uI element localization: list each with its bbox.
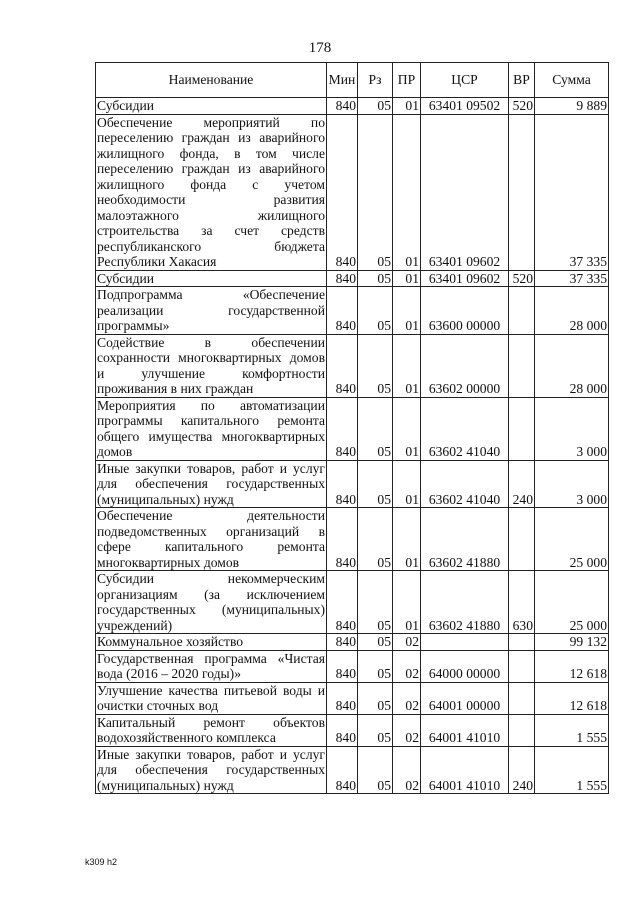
row-pr: 01 bbox=[393, 114, 421, 270]
row-name: Государственная программа «Чистая вода (2016 – 2020 годы)» bbox=[97, 650, 325, 681]
row-vr bbox=[509, 650, 535, 682]
header-sum: Сумма bbox=[535, 63, 609, 98]
row-rz: 05 bbox=[358, 714, 393, 746]
row-csr: 64001 41010 bbox=[421, 714, 509, 746]
table-row bbox=[96, 397, 609, 460]
row-vr: 630 bbox=[509, 571, 535, 634]
row-csr: 63602 41040 bbox=[421, 397, 509, 460]
header-rz: Рз bbox=[358, 63, 393, 98]
table-row bbox=[96, 634, 609, 651]
table-row bbox=[96, 746, 609, 794]
row-name: Субсидии bbox=[96, 270, 327, 287]
row-rz: 05 bbox=[358, 114, 393, 270]
header-min: Мин bbox=[327, 63, 358, 98]
table-row bbox=[96, 270, 609, 287]
row-pr: 02 bbox=[393, 650, 421, 682]
row-min: 840 bbox=[327, 334, 358, 397]
row-pr: 01 bbox=[393, 397, 421, 460]
row-min: 840 bbox=[327, 397, 358, 460]
row-min: 840 bbox=[327, 634, 358, 651]
row-sum: 3 000 bbox=[535, 397, 609, 460]
table-row bbox=[96, 114, 609, 270]
row-rz: 05 bbox=[358, 287, 393, 335]
row-min: 840 bbox=[327, 682, 358, 714]
row-sum: 1 555 bbox=[535, 714, 609, 746]
row-rz: 05 bbox=[358, 571, 393, 634]
row-vr bbox=[509, 287, 535, 335]
row-name: Улучшение качества питьевой воды и очистки сточных вод bbox=[97, 682, 325, 713]
row-name: Субсидии некоммерческим организациям (за исключением государственных (муниципальных) учреждений) bbox=[97, 571, 325, 633]
row-rz: 05 bbox=[358, 650, 393, 682]
row-name: Субсидии bbox=[96, 98, 327, 115]
row-vr bbox=[509, 397, 535, 460]
row-sum: 1 555 bbox=[535, 746, 609, 794]
header-vr: ВР bbox=[509, 63, 535, 98]
row-sum: 99 132 bbox=[535, 634, 609, 651]
row-rz: 05 bbox=[358, 98, 393, 115]
row-sum: 12 618 bbox=[535, 650, 609, 682]
row-vr bbox=[509, 114, 535, 270]
row-vr: 520 bbox=[509, 98, 535, 115]
row-name: Содействие в обеспечении сохранности многоквартирных домов и улучшение комфортности проживания в них граждан bbox=[97, 334, 325, 396]
budget-table bbox=[95, 62, 609, 794]
table-row bbox=[96, 334, 609, 397]
row-vr bbox=[509, 508, 535, 571]
row-pr: 01 bbox=[393, 460, 421, 508]
page-number: 178 bbox=[308, 40, 332, 56]
table-row bbox=[96, 508, 609, 571]
row-csr: 64001 00000 bbox=[421, 682, 509, 714]
row-rz: 05 bbox=[358, 682, 393, 714]
row-min: 840 bbox=[327, 114, 358, 270]
row-csr bbox=[421, 634, 509, 651]
row-vr bbox=[509, 334, 535, 397]
row-csr: 64000 00000 bbox=[421, 650, 509, 682]
row-name: Подпрограмма «Обеспечение реализации государственной программы» bbox=[97, 287, 325, 333]
row-csr: 63602 00000 bbox=[421, 334, 509, 397]
row-sum: 28 000 bbox=[535, 334, 609, 397]
row-csr: 63602 41880 bbox=[421, 508, 509, 571]
row-min: 840 bbox=[327, 508, 358, 571]
row-csr: 63401 09602 bbox=[421, 270, 509, 287]
row-rz: 05 bbox=[358, 460, 393, 508]
row-pr: 02 bbox=[393, 714, 421, 746]
row-name: Обеспечение деятельности подведомственных организаций в сфере капитального ремонта многоквартирных домов bbox=[97, 508, 325, 570]
row-sum: 28 000 bbox=[535, 287, 609, 335]
row-sum: 12 618 bbox=[535, 682, 609, 714]
row-rz: 05 bbox=[358, 508, 393, 571]
row-min: 840 bbox=[327, 650, 358, 682]
row-sum: 9 889 bbox=[535, 98, 609, 115]
row-min: 840 bbox=[327, 287, 358, 335]
row-name: Капитальный ремонт объектов водохозяйственного комплекса bbox=[97, 714, 325, 745]
row-min: 840 bbox=[327, 98, 358, 115]
row-pr: 01 bbox=[393, 98, 421, 115]
row-pr: 02 bbox=[393, 682, 421, 714]
row-pr: 01 bbox=[393, 508, 421, 571]
row-sum: 37 335 bbox=[535, 270, 609, 287]
row-pr: 01 bbox=[393, 270, 421, 287]
table-row bbox=[96, 650, 609, 682]
row-pr: 01 bbox=[393, 571, 421, 634]
row-rz: 05 bbox=[358, 270, 393, 287]
row-rz: 05 bbox=[358, 334, 393, 397]
row-vr bbox=[509, 634, 535, 651]
row-rz: 05 bbox=[358, 634, 393, 651]
row-csr: 63602 41040 bbox=[421, 460, 509, 508]
row-csr: 64001 41010 bbox=[421, 746, 509, 794]
row-vr: 240 bbox=[509, 746, 535, 794]
row-name: Иные закупки товаров, работ и услуг для обеспечения государственных (муниципальных) нужд bbox=[97, 460, 325, 507]
table-row bbox=[96, 287, 609, 335]
row-sum: 37 335 bbox=[535, 114, 609, 270]
row-rz: 05 bbox=[358, 746, 393, 794]
row-sum: 25 000 bbox=[535, 508, 609, 571]
table-row bbox=[96, 714, 609, 746]
row-vr bbox=[509, 714, 535, 746]
header-name: Наименование bbox=[96, 63, 327, 98]
row-sum: 3 000 bbox=[535, 460, 609, 508]
row-name: Мероприятия по автоматизации программы капитального ремонта общего имущества многоквартирных домов bbox=[97, 397, 325, 459]
row-name: Иные закупки товаров, работ и услуг для обеспечения государственных (муниципальных) нужд bbox=[97, 746, 325, 793]
row-vr: 520 bbox=[509, 270, 535, 287]
table-row bbox=[96, 682, 609, 714]
row-min: 840 bbox=[327, 460, 358, 508]
row-pr: 02 bbox=[393, 634, 421, 651]
row-name: Обеспечение мероприятий по переселению граждан из аварийного жилищного фонда, в том числе переселению граждан из аварийного жилищного фонда с учетом необходимости развития малоэтажного жилищного строительства за счет средств республиканского бюджета Республики Хакасия bbox=[97, 114, 325, 269]
header-pr: ПР bbox=[393, 63, 421, 98]
table-row bbox=[96, 571, 609, 634]
row-csr: 63600 00000 bbox=[421, 287, 509, 335]
table-row bbox=[96, 460, 609, 508]
row-name: Коммунальное хозяйство bbox=[96, 634, 327, 651]
row-min: 840 bbox=[327, 571, 358, 634]
row-min: 840 bbox=[327, 270, 358, 287]
row-sum: 25 000 bbox=[535, 571, 609, 634]
row-csr: 63602 41880 bbox=[421, 571, 509, 634]
table-row bbox=[96, 98, 609, 115]
row-min: 840 bbox=[327, 746, 358, 794]
row-pr: 01 bbox=[393, 334, 421, 397]
row-csr: 63401 09502 bbox=[421, 98, 509, 115]
row-csr: 63401 09602 bbox=[421, 114, 509, 270]
row-pr: 02 bbox=[393, 746, 421, 794]
row-rz: 05 bbox=[358, 397, 393, 460]
footer-code: k309 h2 bbox=[85, 857, 118, 867]
table-header-row bbox=[96, 63, 609, 98]
row-min: 840 bbox=[327, 714, 358, 746]
row-pr: 01 bbox=[393, 287, 421, 335]
header-csr: ЦСР bbox=[421, 63, 509, 98]
row-vr: 240 bbox=[509, 460, 535, 508]
row-vr bbox=[509, 682, 535, 714]
